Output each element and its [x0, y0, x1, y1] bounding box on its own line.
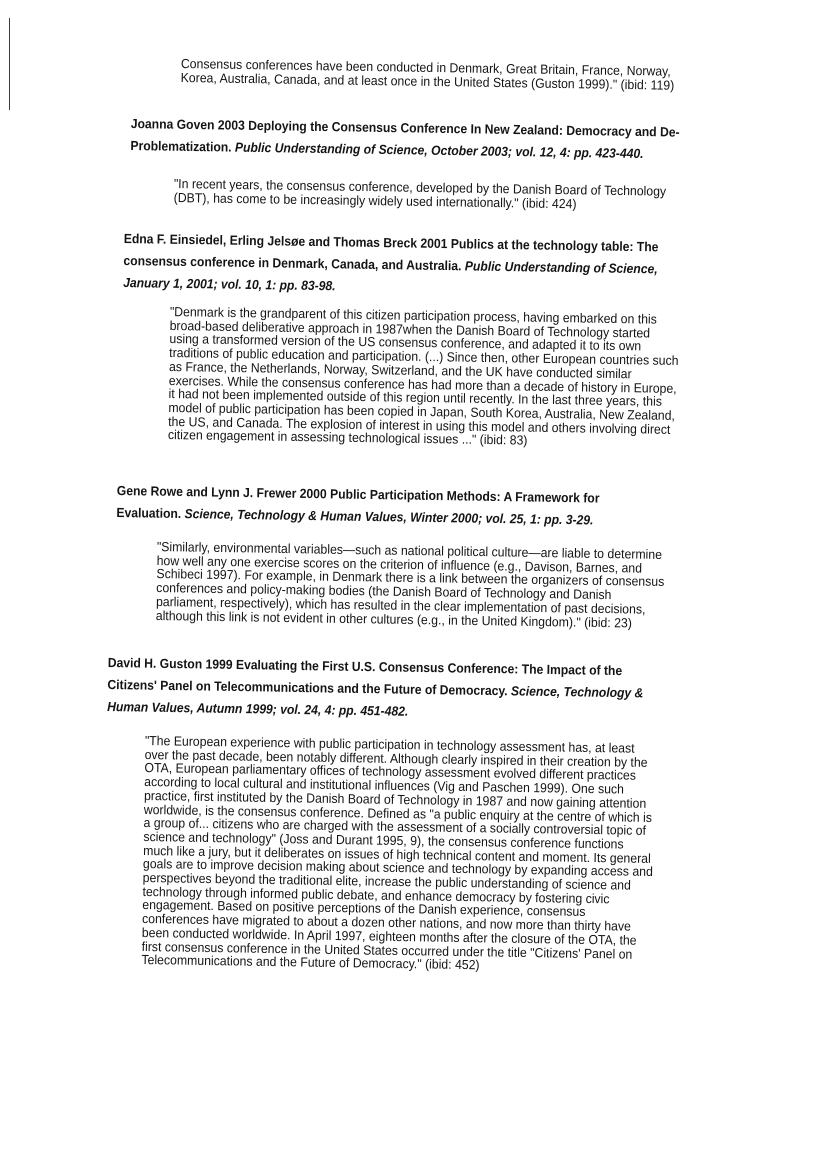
reference-goven-2003: [130, 113, 719, 166]
intro-quote: Consensus conferences have been conducted in Denmark, Great Britain, France, Norway, Korea, Australia, Canada, and at least once in the United States (Guston 1999)." (ibid: 119): [180, 56, 675, 93]
quote-rowe-2000: "Similarly, environmental variables—such as national political culture—are liable to determine how well any one exercise scores on the criterion of influence (e.g., Davison, Barnes, and Schibeci 1997). For example, in Denmark there is a link between the organizers of consensus conferences and policy-making bodies (the Danish Board of Technology and Danish parliament, respectively), which has resulted in the clear implementation of past decisions, although this link is not evident in other cultures (e.g., in the United Kingdom)." (ibid: 23): [155, 539, 665, 630]
quote-guston-1999: "The European experience with public participation in technology assessment has, at least over the past decade, been notably different. Although clearly inspired in their creation by the OTA, European parliamentary offices of technology assessment evolved different practices according to local cultural and institutional influences (Vig and Paschen 1999). One such practice, first instituted by the Danish Board of Technology in 1987 and now gaining attention worldwide, is the consensus conference. Defined as "a public enquiry at the centre of which is a group of... citizens who are charged with the assessment of a socially controversial topic of science and technology" (Joss and Durant 1995, 9), the consensus conference functions much like a jury, but it deliberates on issues of high technical content and moment. Its general goals are to improve decision making about science and technology by expanding access and perspectives beyond the traditional elite, increase the public understanding of science and technology through informed public debate, and enhance democracy by fostering civic engagement. Based on positive perceptions of the Danish experience, consensus conferences have migrated to about a dozen other nations, and now more than thirty have been conducted worldwide. In April 1997, eighteen months after the closure of the OTA, the first consensus conference in the United States occurred under the title "Citizens' Panel on Telecommunications and the Future of Democracy." (ibid: 452): [141, 733, 653, 973]
reference-einsiedel-2001: [123, 228, 713, 303]
reference-rowe-2000: [116, 480, 705, 533]
quote-goven-2003: "In recent years, the consensus conference, developed by the Danish Board of Technology (DBT), has come to be increasingly widely used internationally." (ibid: 424): [173, 176, 667, 212]
reference-citation: Gene Rowe and Lynn J. Frewer 2000 Public Participation Methods: A Framework for Evaluation.: [116, 482, 600, 522]
reference-citation: Joanna Goven 2003 Deploying the Consensus Conference In New Zealand: Democracy and De- Problematization.: [130, 115, 680, 155]
reference-guston-1999: [107, 652, 697, 727]
scan-edge-line: [9, 18, 10, 110]
reference-source: Public Understanding of Science, October 2003; vol. 12, 4: pp. 423-440.: [234, 139, 644, 162]
reference-source: Science, Technology & Human Values, Autumn 1999; vol. 24, 4: pp. 451-482.: [107, 683, 644, 719]
reference-citation: David H. Guston 1999 Evaluating the First U.S. Consensus Conference: The Impact of the Citizens' Panel on Telecommunications and the Future of Democracy.: [107, 654, 623, 699]
reference-source: Science, Technology & Human Values, Winter 2000; vol. 25, 1: pp. 3-29.: [184, 506, 594, 528]
reference-source: Public Understanding of Science, January 1, 2001; vol. 10, 1: pp. 83-98.: [123, 258, 658, 294]
quote-einsiedel-2001: "Denmark is the grandparent of this citizen participation process, having embarked on this broad-based deliberative approach in 1987when the Danish Board of Technology started using a transformed version of the US consensus conference, and adapted it to its own traditions of public education and participation. (...) Since then, other European countries such as France, the Netherlands, Norway, Switzerland, and the UK have conducted similar exercises. While the consensus conference has had more than a decade of history in Europe, it had not been implemented outside of this region until recently. In the last three years, this model of public participation has been copied in Japan, South Korea, Australia, New Zealand, the US, and Canada. The explosion of interest in using this model and others involving direct citizen engagement in assessing technological issues ..." (ibid: 83): [167, 304, 679, 448]
reference-citation: Edna F. Einsiedel, Erling Jelsøe and Thomas Breck 2001 Publics at the technology table: The consensus conference in Denmark, Canada, and Australia.: [123, 230, 659, 274]
